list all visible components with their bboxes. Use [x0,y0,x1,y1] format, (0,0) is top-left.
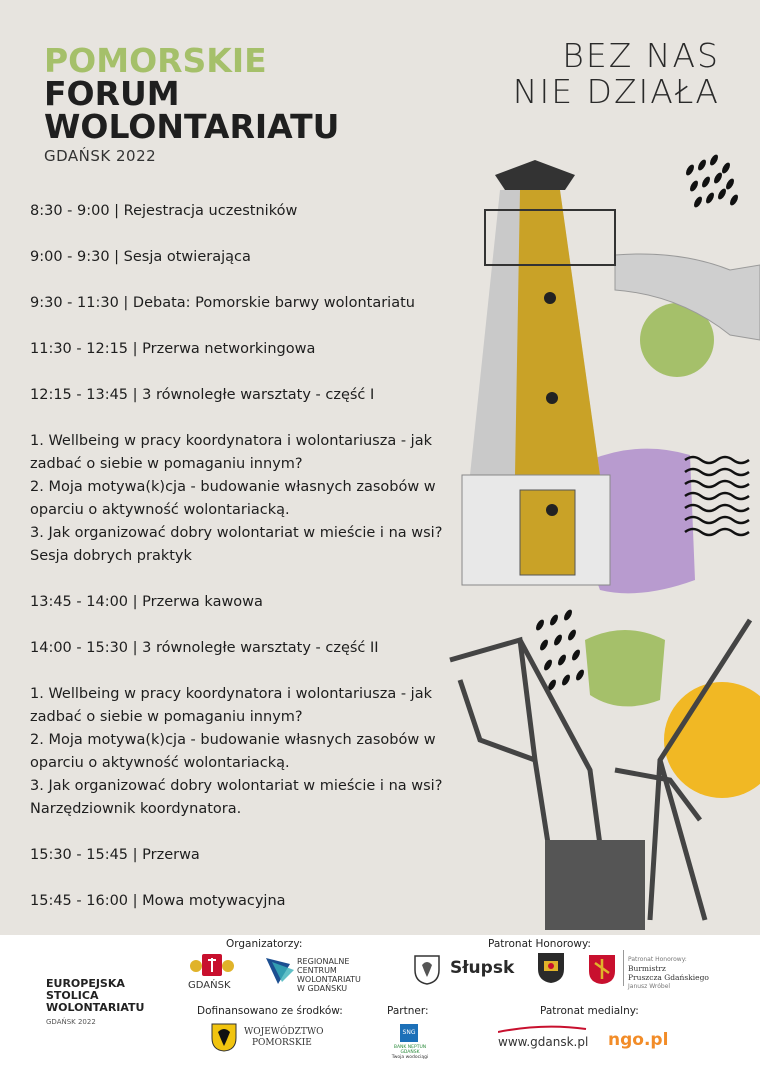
title-subtitle: GDAŃSK 2022 [44,147,157,165]
forum-title [44,41,340,165]
workshop-item: 2. Moja motywa(k)cja - budowanie własnych zasobów w oparciu o aktywność wolontariacką. [30,732,436,771]
green-blob-shape [585,630,665,706]
rcw-line-4: W GDAŃSKU [297,984,348,993]
lighthouse-crane-collage [440,120,760,940]
slupsk-logo-text: Słupsk [450,958,515,978]
lighthouse-door [520,490,575,575]
honorary-label: Patronat Honorowy: [488,938,591,950]
bank-line-2: BANK NEPTUN GDAŃSK [393,1045,427,1055]
wojewodztwo-line-2: POMORSKIE [252,1038,312,1048]
gdansk-pl-logo: www.gdansk.pl [498,1035,589,1049]
orange-circle-shape [664,682,760,798]
media-label: Patronat medialny: [540,1005,639,1017]
pruszcz-divider [623,950,624,986]
schedule-item: 15:30 - 15:45 | Przerwa [30,847,200,863]
pruszcz-line-1: Patronat Honorowy: [628,956,687,963]
wojewodztwo-text [244,1027,324,1049]
porthole-2 [546,392,558,404]
gdansk-label: GDAŃSK [188,980,231,991]
crane-base [545,840,645,930]
bank-logo: SNG [400,1024,418,1042]
kashubian-crest-icon [536,951,566,985]
workshop-item: 3. Jak organizować dobry wolontariat w mieście i na wsi? Narzędziownik koordynatora. [30,778,443,817]
slogan-line-1: BEZ NAS [562,36,720,75]
gdansk-pl-swoosh-icon [498,1025,588,1033]
esw-year: GDAŃSK 2022 [46,1018,96,1026]
rcw-logo-icon [264,956,296,986]
schedule-item: 9:00 - 9:30 | Sesja otwierająca [30,249,251,265]
porthole-1 [544,292,556,304]
schedule-item: 12:15 - 13:45 | 3 równoległe warsztaty - część I [30,387,375,403]
title-line-2: FORUM [44,74,180,113]
workshop-item: 2. Moja motywa(k)cja - budowanie własnych zasobów w oparciu o aktywność wolontariacką. [30,479,436,518]
workshop-item: 1. Wellbeing w pracy koordynatora i wolontariusza - jak zadbać o siebie w pomaganiu innym? [30,433,432,472]
wojewodztwo-line-1: WOJEWÓDZTWO [244,1027,324,1037]
schedule-item: 11:30 - 12:15 | Przerwa networkingowa [30,341,316,357]
esw-logo [46,978,144,1028]
pruszcz-line-3: Pruszcza Gdańskiego [628,973,709,982]
bank-text [384,1045,436,1060]
pruszcz-line-2: Burmistrz [628,964,666,973]
pruszcz-line-4: Janusz Wróbel [628,983,671,990]
rcw-line-2: CENTRUM [297,966,337,975]
schedule-item: 14:00 - 15:30 | 3 równoległe warsztaty - część II [30,640,379,656]
lighthouse-yellow-panel [515,190,600,475]
pomorskie-crest-icon [210,1022,238,1052]
rcw-text [297,957,361,993]
dot-pattern-top [684,153,739,208]
rcw-line-3: WOLONTARIATU [297,975,361,984]
title-line-3: WOLONTARIATU [44,107,340,146]
workshop-item: 3. Jak organizować dobry wolontariat w mieście i na wsi? Sesja dobrych praktyk [30,525,443,564]
wave-lines [685,457,749,535]
lighthouse-top [495,160,575,190]
funding-label: Dofinansowano ze środków: [197,1005,343,1017]
schedule-item: 8:30 - 9:00 | Rejestracja uczestników [30,203,298,219]
pruszcz-crest-icon [587,953,617,985]
schedule-item: 9:30 - 11:30 | Debata: Pomorskie barwy wolontariatu [30,295,415,311]
workshop-item: 1. Wellbeing w pracy koordynatora i wolontariusza - jak zadbać o siebie w pomaganiu innym? [30,686,432,725]
program-schedule [30,200,460,936]
pruszcz-text [628,955,709,991]
esw-line-1: EUROPEJSKA [46,977,125,990]
ngo-pl-logo: ngo.pl [608,1030,669,1050]
esw-line-2: STOLICA [46,989,99,1002]
schedule-item: 15:45 - 16:00 | Mowa motywacyjna [30,893,286,909]
porthole-3 [546,504,558,516]
bank-line-3: Twoja wodociągi [391,1055,429,1060]
esw-line-3: WOLONTARIATU [46,1001,145,1014]
title-line-1: POMORSKIE [44,41,267,80]
slogan [513,38,720,110]
slupsk-crest-icon [412,953,442,985]
rcw-line-1: REGIONALNE [297,957,350,966]
slogan-line-2: NIE DZIAŁA [512,72,720,111]
partner-label: Partner: [387,1005,429,1017]
schedule-item: 13:45 - 14:00 | Przerwa kawowa [30,594,263,610]
gdansk-crest-icon [190,952,234,978]
organizers-label: Organizatorzy: [226,938,303,950]
